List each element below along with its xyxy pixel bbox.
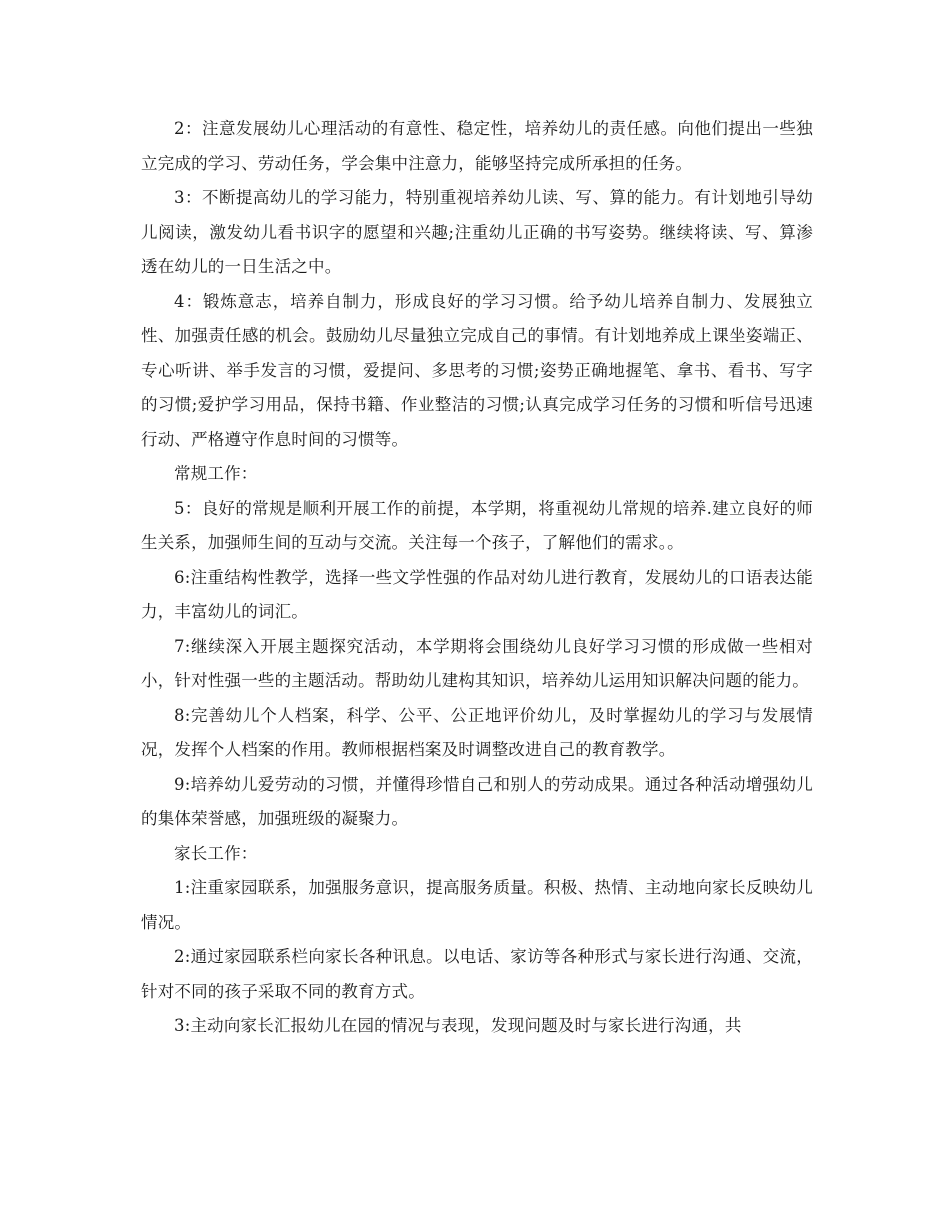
paragraph-routine-6: 6:注重结构性教学，选择一些文学性强的作品对幼儿进行教育，发展幼儿的口语表达能力，丰富幼儿的词汇。 — [141, 567, 813, 621]
section-heading-routine-work: 常规工作： — [174, 464, 258, 483]
paragraph-parent-2: 2:通过家园联系栏向家长各种讯息。以电话、家访等各种形式与家长进行沟通、交流，针对不同的孩子采取不同的教育方式。 — [141, 947, 813, 1001]
paragraph-goal-2: 2：注意发展幼儿心理活动的有意性、稳定性，培养幼儿的责任感。向他们提出一些独立完成的学习、劳动任务，学会集中注意力，能够坚持完成所承担的任务。 — [141, 119, 813, 173]
paragraph-goal-3: 3：不断提高幼儿的学习能力，特别重视培养幼儿读、写、算的能力。有计划地引导幼儿阅读，激发幼儿看书识字的愿望和兴趣;注重幼儿正确的书写姿势。继续将读、写、算渗透在幼儿的一日生活之中。 — [141, 188, 813, 276]
paragraph-routine-7: 7:继续深入开展主题探究活动，本学期将会围绕幼儿良好学习习惯的形成做一些相对小，针对性强一些的主题活动。帮助幼儿建构其知识，培养幼儿运用知识解决问题的能力。 — [141, 636, 813, 690]
paragraph-routine-9: 9:培养幼儿爱劳动的习惯，并懂得珍惜自己和别人的劳动成果。通过各种活动增强幼儿的集体荣誉感，加强班级的凝聚力。 — [141, 774, 813, 828]
paragraph-parent-1: 1:注重家园联系，加强服务意识，提高服务质量。积极、热情、主动地向家长反映幼儿情况。 — [141, 878, 813, 932]
section-heading-parent-work: 家长工作： — [174, 843, 258, 863]
document-body — [141, 112, 813, 1044]
paragraph-parent-3: 3:主动向家长汇报幼儿在园的情况与表现，发现问题及时与家长进行沟通，共 — [174, 1016, 742, 1035]
paragraph-routine-5: 5：良好的常规是顺利开展工作的前提，本学期，将重视幼儿常规的培养.建立良好的师生关系，加强师生间的互动与交流。关注每一个孩子，了解他们的需求。。 — [141, 498, 813, 552]
paragraph-goal-4: 4：锻炼意志，培养自制力，形成良好的学习习惯。给予幼儿培养自制力、发展独立性、加强责任感的机会。鼓励幼儿尽量独立完成自己的事情。有计划地养成上课坐姿端正、专心听讲、举手发言的习惯，爱提问、多思考的习惯;姿势正确地握笔、拿书、看书、写字的习惯;爱护学习用品，保持书籍、作业整洁的习惯;认真完成学习任务的习惯和听信号迅速行动、严格遵守作息时间的习惯等。 — [141, 291, 813, 449]
paragraph-routine-8: 8:完善幼儿个人档案，科学、公平、公正地评价幼儿，及时掌握幼儿的学习与发展情况，发挥个人档案的作用。教师根据档案及时调整改进自己的教育教学。 — [141, 705, 813, 759]
